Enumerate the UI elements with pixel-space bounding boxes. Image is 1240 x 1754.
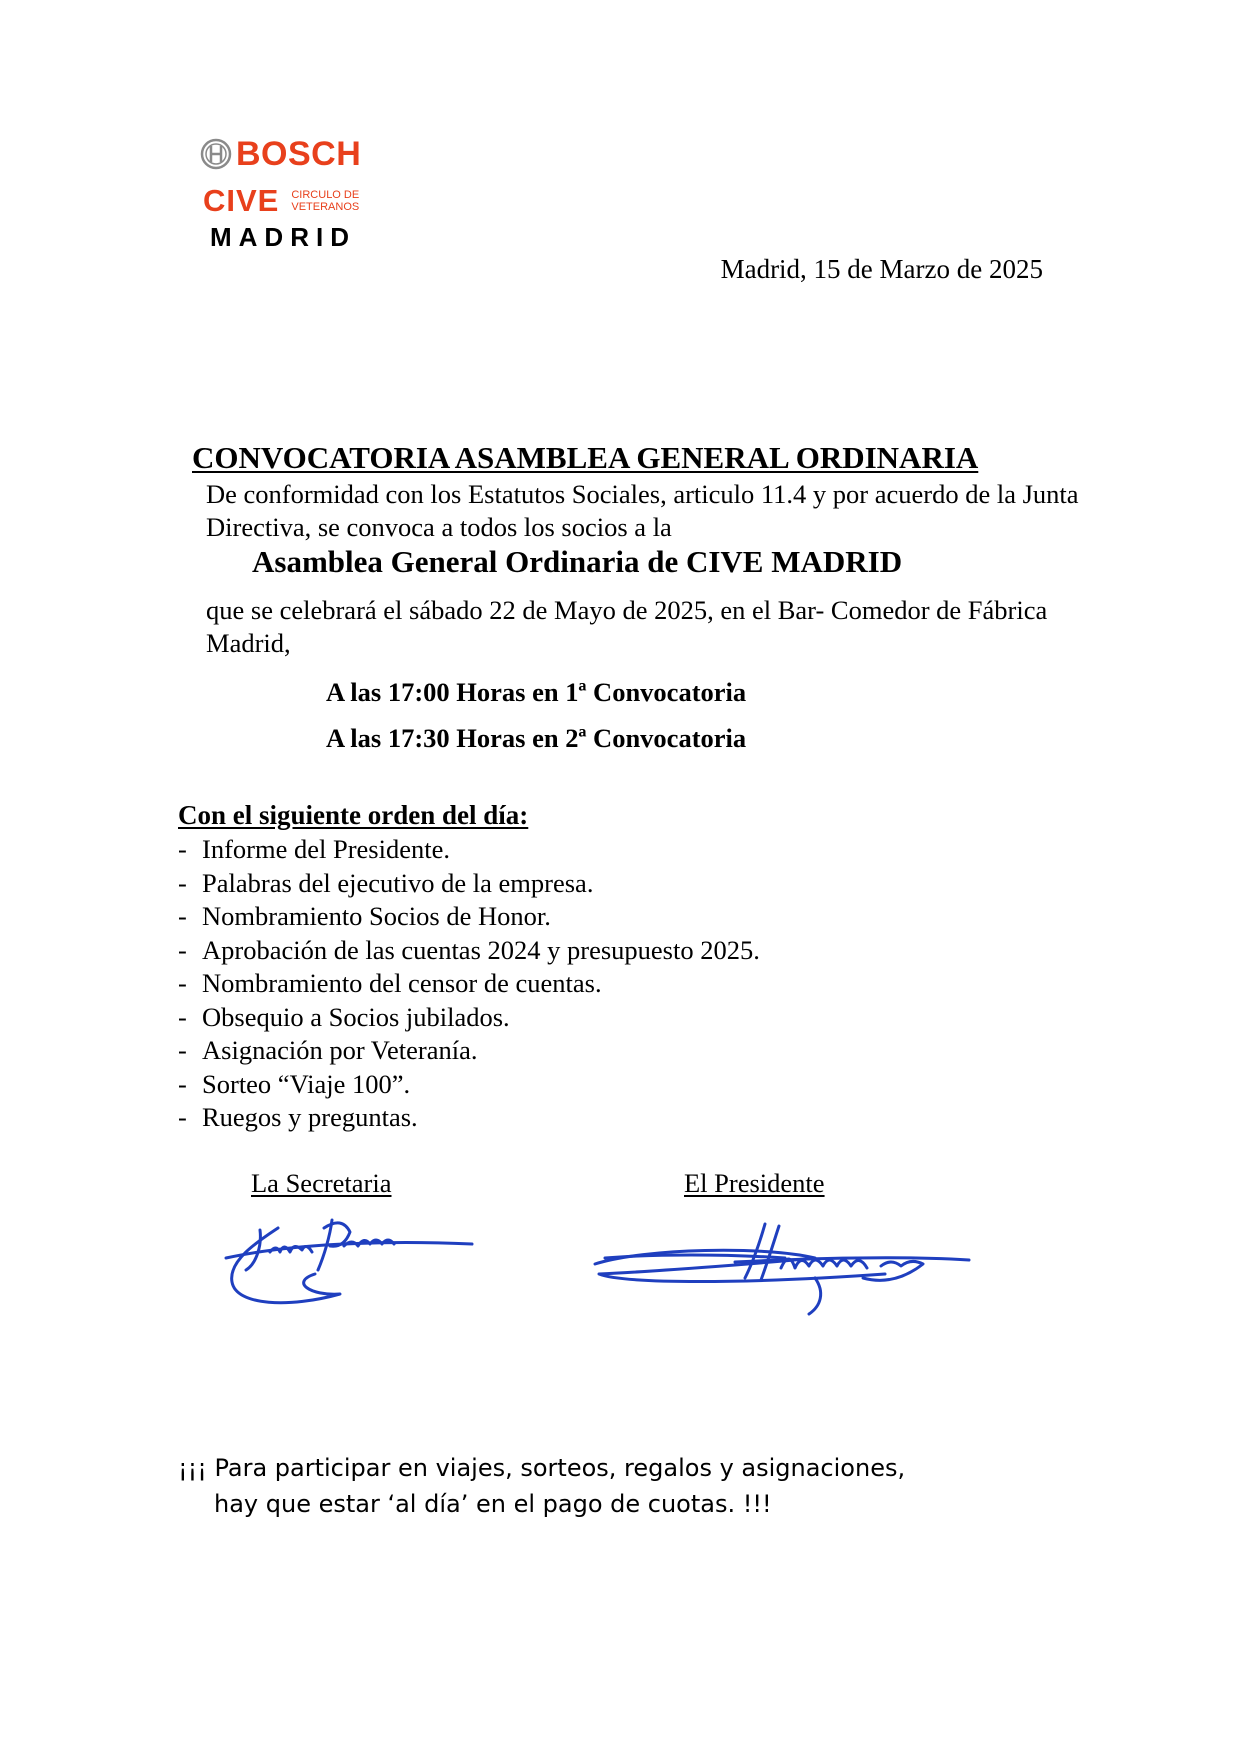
agenda-title: Con el siguiente orden del día: xyxy=(178,800,529,830)
cive-subtitle-line2: VETERANOS xyxy=(291,201,360,213)
cive-subtitle xyxy=(291,189,359,213)
cive-subtitle-line1: CIRCULO DE xyxy=(291,189,360,201)
secretary-label: La Secretaria xyxy=(251,1168,392,1198)
agenda-item xyxy=(178,967,760,1001)
agenda-item-text: Nombramiento del censor de cuentas. xyxy=(202,968,602,998)
agenda-item-text: Aprobación de las cuentas 2024 y presupuesto 2025. xyxy=(202,934,760,965)
agenda-item xyxy=(178,1034,760,1068)
agenda-item xyxy=(178,867,760,901)
agenda-bullet: - xyxy=(178,1035,187,1065)
president-label: El Presidente xyxy=(684,1168,825,1198)
agenda-bullet: - xyxy=(178,867,187,898)
agenda-item xyxy=(178,934,760,968)
president-signature xyxy=(585,1218,975,1318)
meeting-title: Asamblea General Ordinaria de CIVE MADRID xyxy=(252,544,903,579)
agenda-item xyxy=(178,1001,760,1035)
agenda-item-text: Obsequio a Socios jubilados. xyxy=(202,1001,510,1032)
payment-reminder-line2: hay que estar ‘al día’ en el pago de cuotas. !!! xyxy=(214,1490,772,1518)
agenda-bullet: - xyxy=(178,968,187,998)
bosch-wordmark: BOSCH xyxy=(236,134,362,173)
agenda-item xyxy=(178,1101,760,1135)
agenda-list xyxy=(178,833,760,1135)
agenda-item-text: Sorteo “Viaje 100”. xyxy=(202,1068,411,1099)
document-date: Madrid, 15 de Marzo de 2025 xyxy=(720,254,1043,284)
agenda-bullet: - xyxy=(178,1068,187,1099)
cive-row xyxy=(203,183,359,219)
agenda-item-text: Palabras del ejecutivo de la empresa. xyxy=(202,867,594,898)
location-paragraph: que se celebrará el sábado 22 de Mayo de 2025, en el Bar- Comedor de Fábrica Madrid, xyxy=(206,595,1048,658)
agenda-bullet: - xyxy=(178,1102,187,1132)
payment-reminder xyxy=(178,1450,1078,1522)
agenda-bullet: - xyxy=(178,1001,187,1032)
agenda-bullet: - xyxy=(178,934,187,965)
agenda-item xyxy=(178,833,760,867)
agenda-item-text: Asignación por Veteranía. xyxy=(202,1035,478,1065)
cive-logo xyxy=(200,126,400,256)
secretary-signature xyxy=(220,1200,480,1320)
agenda-item-text: Ruegos y preguntas. xyxy=(202,1102,418,1132)
agenda-item-text: Nombramiento Socios de Honor. xyxy=(202,901,551,931)
intro-paragraph: De conformidad con los Estatutos Sociales, articulo 11.4 y por acuerdo de la Junta Directiva, se convoca a todos los socios a la xyxy=(206,479,1079,542)
agenda-bullet: - xyxy=(178,901,187,931)
bosch-brand xyxy=(200,132,361,176)
agenda-item xyxy=(178,900,760,934)
payment-reminder-line1: ¡¡¡ Para participar en viajes, sorteos, regalos y asignaciones, xyxy=(178,1454,906,1482)
agenda-item-text: Informe del Presidente. xyxy=(202,834,450,864)
document-heading: CONVOCATORIA ASAMBLEA GENERAL ORDINARIA xyxy=(192,440,979,475)
logo-city: MADRID xyxy=(210,222,356,252)
agenda-bullet: - xyxy=(178,834,187,864)
second-call-time: A las 17:30 Horas en 2ª Convocatoria xyxy=(326,723,747,753)
cive-wordmark: CIVE xyxy=(203,183,280,218)
first-call-time: A las 17:00 Horas en 1ª Convocatoria xyxy=(326,677,747,707)
agenda-item xyxy=(178,1068,760,1102)
bosch-armature-icon xyxy=(200,138,232,170)
